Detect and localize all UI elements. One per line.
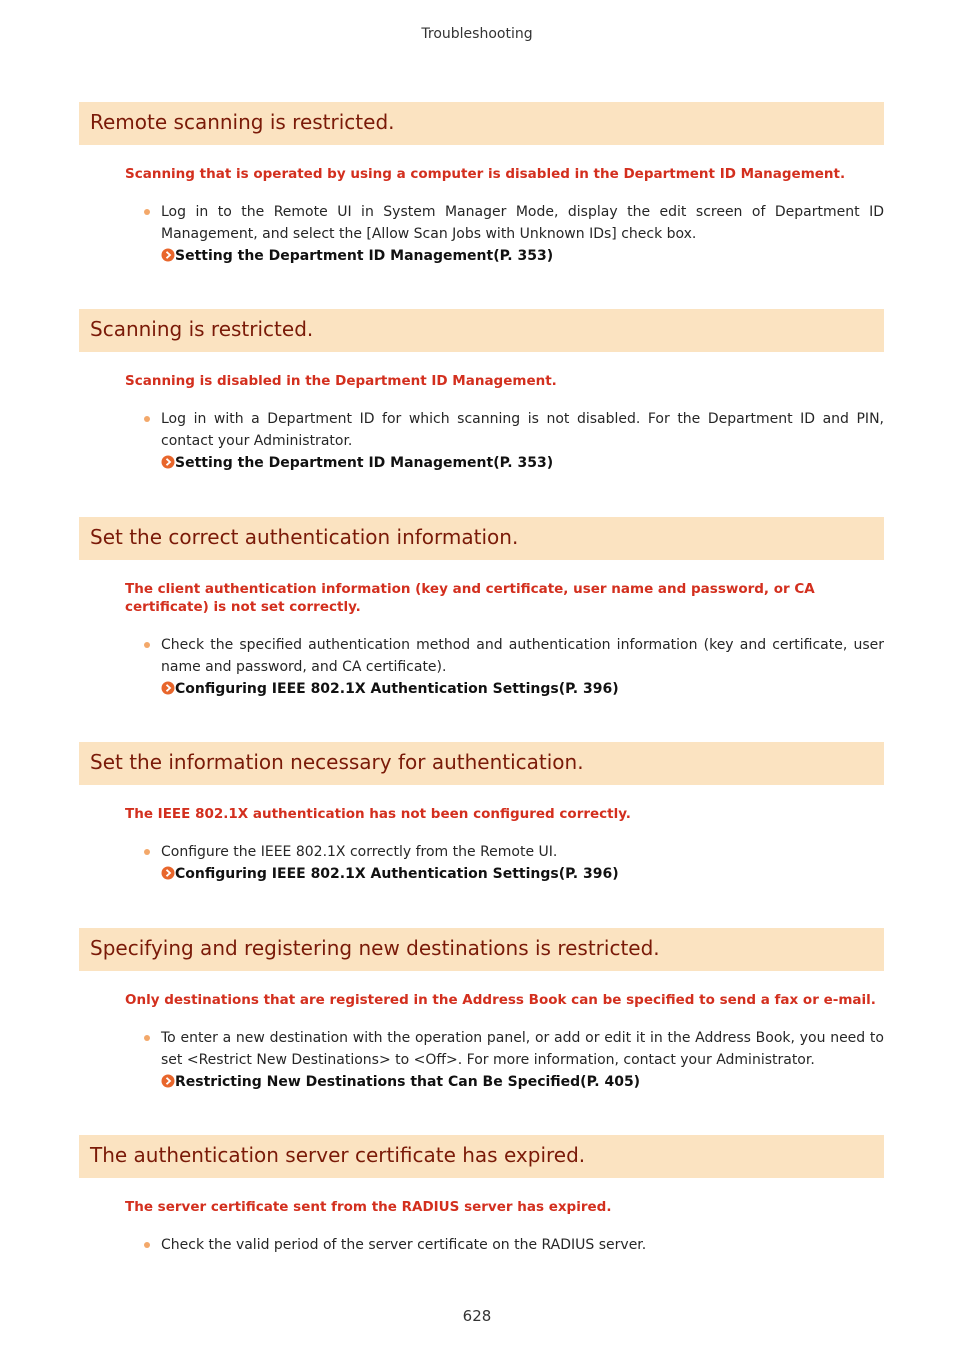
section-correct-auth-info — [79, 517, 884, 700]
reference-link-label: Setting the Department ID Management(P. 353) — [175, 248, 554, 264]
section-title: Remote scanning is restricted. — [79, 102, 884, 145]
section-server-cert-expired — [79, 1135, 884, 1256]
reference-link-label: Configuring IEEE 802.1X Authentication Settings(P. 396) — [175, 681, 619, 697]
section-remote-scanning — [79, 102, 884, 267]
section-title: The authentication server certificate has expired. — [79, 1135, 884, 1178]
item-text: Log in to the Remote UI in System Manager Mode, display the edit screen of Department ID Management, and select the [Allow Scan Jobs with Unknown IDs] check box. — [161, 204, 884, 242]
item-text: Log in with a Department ID for which scanning is not disabled. For the Department ID and PIN, contact your Administrator. — [161, 411, 884, 449]
section-title: Scanning is restricted. — [79, 309, 884, 352]
reference-link-label: Configuring IEEE 802.1X Authentication Settings(P. 396) — [175, 866, 619, 882]
item-text: Check the valid period of the server certificate on the RADIUS server. — [161, 1237, 647, 1253]
section-title: Specifying and registering new destinations is restricted. — [79, 928, 884, 971]
bullet-dot-icon — [144, 1242, 150, 1248]
section-title: Set the correct authentication information. — [79, 517, 884, 560]
bullet-dot-icon — [144, 416, 150, 422]
arrow-right-circle-icon — [161, 248, 175, 262]
reference-link-label: Restricting New Destinations that Can Be Specified(P. 405) — [175, 1074, 641, 1090]
cause-text: The server certificate sent from the RADIUS server has expired. — [125, 1199, 612, 1215]
reference-link[interactable] — [161, 1071, 884, 1093]
section-scanning-restricted — [79, 309, 884, 474]
cause-text: The client authentication information (key and certificate, user name and password, or CA certificate) is not set correctly. — [125, 581, 815, 615]
bullet-dot-icon — [144, 1035, 150, 1041]
list-item — [161, 1234, 884, 1256]
running-header: Troubleshooting — [421, 26, 533, 42]
arrow-right-circle-icon — [161, 866, 175, 880]
list-item — [161, 841, 884, 885]
reference-link[interactable] — [161, 863, 884, 885]
bullet-dot-icon — [144, 209, 150, 215]
arrow-right-circle-icon — [161, 681, 175, 695]
arrow-right-circle-icon — [161, 455, 175, 469]
list-item — [161, 408, 884, 474]
item-text: Configure the IEEE 802.1X correctly from the Remote UI. — [161, 844, 558, 860]
cause-text: Scanning is disabled in the Department ID Management. — [125, 373, 557, 389]
cause-text: Only destinations that are registered in the Address Book can be specified to send a fax or e-mail. — [125, 992, 876, 1008]
list-item — [161, 1027, 884, 1093]
bullet-dot-icon — [144, 849, 150, 855]
reference-link[interactable] — [161, 452, 884, 474]
cause-text: Scanning that is operated by using a computer is disabled in the Department ID Management. — [125, 166, 846, 182]
reference-link[interactable] — [161, 245, 884, 267]
section-auth-info-necessary — [79, 742, 884, 885]
cause-text: The IEEE 802.1X authentication has not been configured correctly. — [125, 806, 631, 822]
reference-link[interactable] — [161, 678, 884, 700]
item-text: To enter a new destination with the operation panel, or add or edit it in the Address Book, you need to set <Restrict New Destinations> to <Off>. For more information, contact your Administrator. — [161, 1030, 884, 1068]
item-text: Check the specified authentication method and authentication information (key and certificate, user name and password, and CA certificate). — [161, 637, 884, 675]
section-title: Set the information necessary for authentication. — [79, 742, 884, 785]
arrow-right-circle-icon — [161, 1074, 175, 1088]
page-number: 628 — [462, 1307, 492, 1325]
list-item — [161, 201, 884, 267]
section-new-destinations-restricted — [79, 928, 884, 1093]
list-item — [161, 634, 884, 700]
reference-link-label: Setting the Department ID Management(P. 353) — [175, 455, 554, 471]
bullet-dot-icon — [144, 642, 150, 648]
